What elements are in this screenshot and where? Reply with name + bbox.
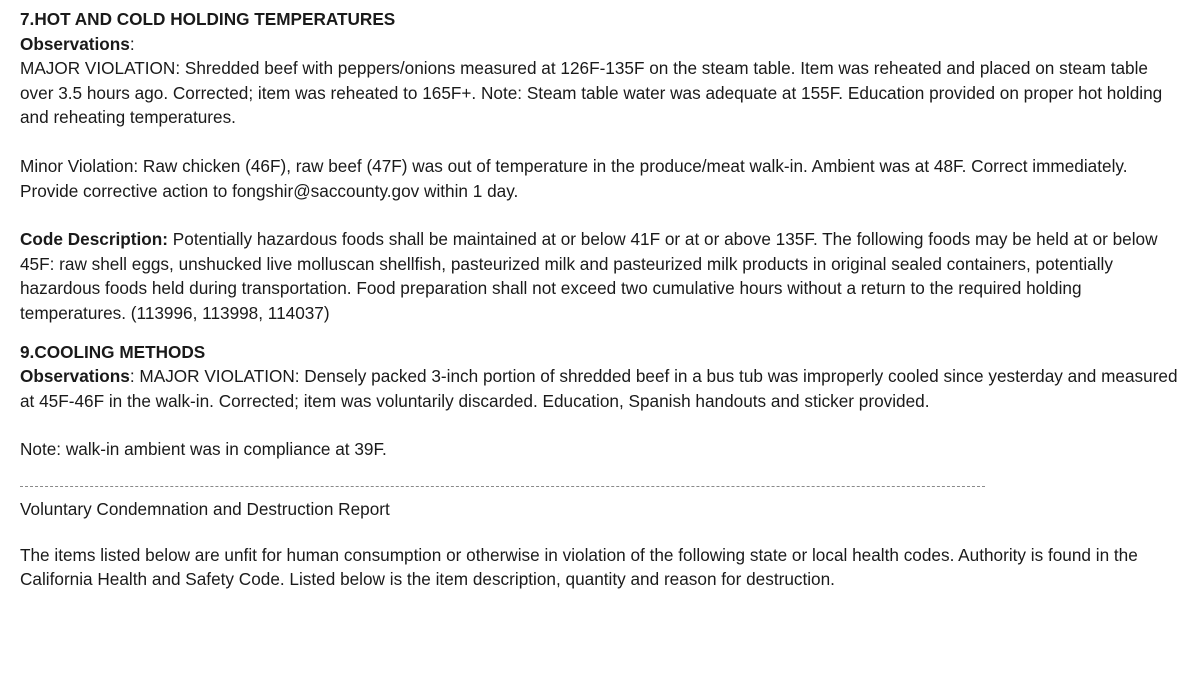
section-9-note: Note: walk-in ambient was in compliance at 39F. [20,439,387,460]
section-7-code-description [20,227,1186,325]
observations-colon: : [129,33,135,54]
section-9-observations [20,364,1186,413]
observations-label: Observations [20,366,130,387]
report-body: The items listed below are unfit for human consumption or otherwise in violation of the following state or local health codes. Authority is found in the California Health and Safety Code. Listed below is the item description, quantity and reason for destruction. [20,544,1138,590]
section-7-heading: 7.HOT AND COLD HOLDING TEMPERATURES [20,9,396,29]
code-description-label: Code Description: [20,229,169,250]
report-title: Voluntary Condemnation and Destruction Report [20,498,390,519]
section-9-heading: 9.COOLING METHODS [20,341,206,362]
code-description-text: Potentially hazardous foods shall be maintained at or below 41F or at or above 135F. The following foods may be held at or below 45F: raw shell eggs, unshucked live molluscan shellfish, pasteurized milk and pasteurized milk products in original sealed containers, potentially hazardous foods held during transportation. Food preparation shall not exceed two cumulative hours without a return to the required holding temperatures. (113996, 113998, 114037) [20,229,1158,323]
section-7-observations-line [20,32,1186,57]
dashed-divider [20,486,985,487]
observations-label: Observations [20,33,130,54]
section-9-observation-text: : MAJOR VIOLATION: Densely packed 3-inch portion of shredded beef in a bus tub was improperly cooled since yesterday and measured at 45F-46F in the walk-in. Corrected; item was voluntarily discarded. Education, Spanish handouts and sticker provided. [20,366,1178,411]
section-7-minor-violation: Minor Violation: Raw chicken (46F), raw beef (47F) was out of temperature in the produce/meat walk-in. Ambient was at 48F. Correct immediately. Provide corrective action to fongshir@saccounty.gov within 1 day. [20,155,1128,201]
section-7-major-violation: MAJOR VIOLATION: Shredded beef with peppers/onions measured at 126F-135F on the steam table. Item was reheated and placed on steam table over 3.5 hours ago. Corrected; item was reheated to 165F+. Note: Steam table water was adequate at 155F. Education provided on proper hot holding and reheating temperatures. [20,58,1163,128]
